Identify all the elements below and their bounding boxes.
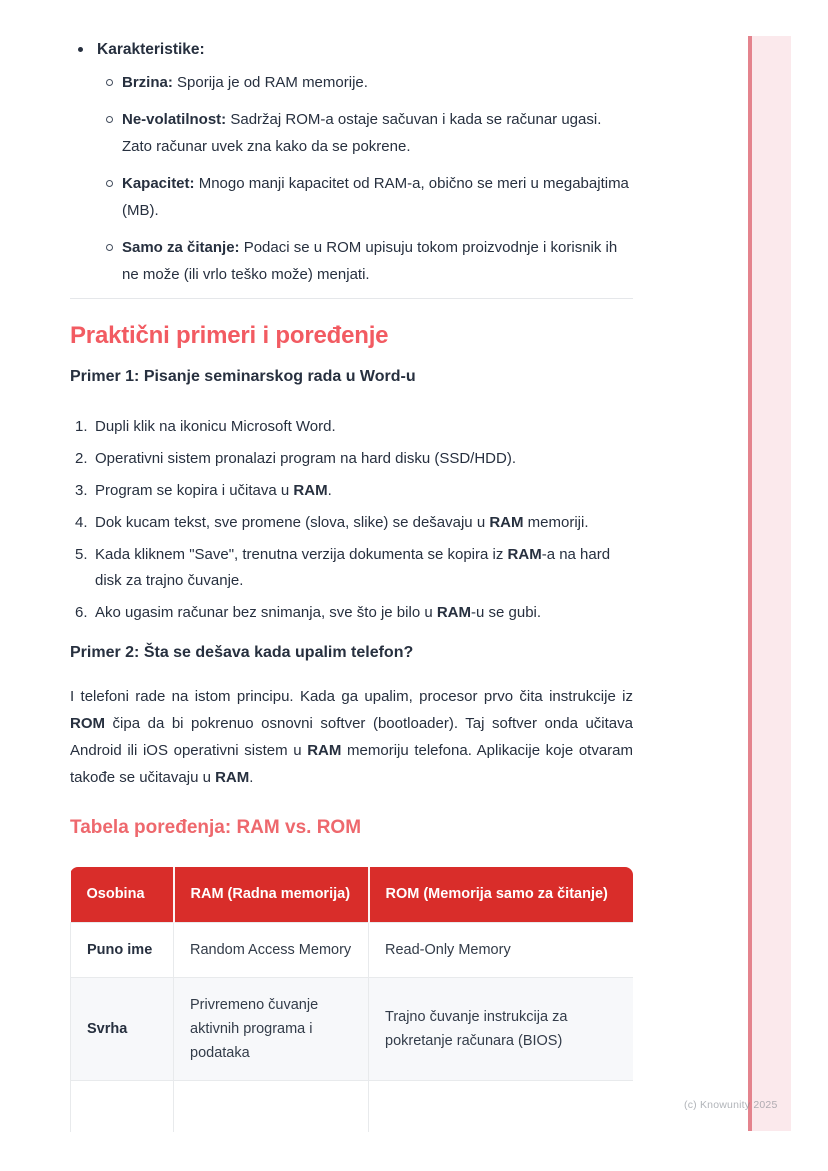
bullet-icon: [78, 47, 83, 52]
list-item: [70, 510, 633, 536]
table-row: [71, 978, 634, 1081]
circle-bullet-icon: [106, 116, 113, 123]
step-text: Program se kopira i učitava u: [95, 482, 294, 499]
cell-feature: [71, 1081, 174, 1133]
cell-rom: Read-Only Memory: [369, 923, 634, 978]
circle-bullet-icon: [106, 244, 113, 251]
paragraph-text: I telefoni rade na istom principu. Kada ga upalim, procesor prvo čita instrukcije iz: [70, 688, 633, 705]
step-bold: RAM: [507, 546, 542, 563]
item-text: Sporija je od RAM memorije.: [172, 74, 368, 91]
item-text: Sadržaj ROM-a ostaje sačuvan i kada se računar ugasi. Zato računar uvek zna kako da se pokrene.: [122, 111, 602, 155]
example1-title: Primer 1: Pisanje seminarskog rada u Word-u: [70, 368, 416, 385]
list-item: [70, 106, 633, 160]
item-label: Samo za čitanje:: [122, 239, 240, 256]
comparison-table: [70, 867, 633, 1132]
circle-bullet-icon: [106, 180, 113, 187]
header-cell-feature: Osobina: [71, 867, 174, 923]
characteristics-title-text: Karakteristike:: [97, 41, 205, 58]
cell-rom: Trajno čuvanje instrukcija za pokretanje računara (BIOS): [369, 978, 634, 1081]
paragraph-text: .: [249, 769, 254, 786]
item-text: Mnogo manji kapacitet od RAM-a, obično se meri u megabajtima (MB).: [122, 175, 629, 219]
paragraph-text: memoriju telefona. Aplikacije koje otvaram takođe se učitavaju u: [70, 742, 634, 786]
table-header-row: [71, 867, 634, 923]
step-number: 6.: [75, 604, 88, 621]
item-label: Brzina:: [122, 74, 173, 91]
step-text: Operativni sistem pronalazi program na hard disku (SSD/HDD).: [95, 450, 516, 467]
step-number: 4.: [75, 514, 88, 531]
list-item: [70, 542, 633, 594]
step-bold: RAM: [489, 514, 524, 531]
step-text: .: [327, 482, 332, 499]
step-number: 2.: [75, 450, 88, 467]
step-bold: RAM: [293, 482, 328, 499]
table-row: [71, 923, 634, 978]
header-cell-ram: RAM (Radna memorija): [174, 867, 369, 923]
section-divider: [70, 298, 633, 299]
paragraph-bold: ROM: [70, 715, 105, 732]
list-item: [70, 478, 633, 504]
cell-feature: Svrha: [71, 978, 174, 1081]
step-text: Kada kliknem "Save", trenutna verzija dokumenta se kopira iz: [95, 546, 508, 563]
list-item: [70, 600, 633, 626]
step-number: 3.: [75, 482, 88, 499]
paragraph-bold: RAM: [215, 769, 250, 786]
paragraph-bold: RAM: [307, 742, 342, 759]
step-number: 5.: [75, 546, 88, 563]
document-content: [70, 36, 633, 1132]
circle-bullet-icon: [106, 79, 113, 86]
step-text: Dupli klik na ikonicu Microsoft Word.: [95, 418, 336, 435]
characteristics-title: [70, 36, 633, 63]
header-cell-rom: ROM (Memorija samo za čitanje): [369, 867, 634, 923]
example1-steps: [70, 414, 633, 626]
copyright-watermark: (c) Knowunity 2025: [684, 1099, 778, 1111]
table-row-clipped: [71, 1081, 634, 1133]
cell-ram: [174, 1081, 369, 1133]
item-label: Ne-volatilnost:: [122, 111, 227, 128]
list-item: [70, 69, 633, 96]
example2-title: Primer 2: Šta se dešava kada upalim telefon?: [70, 644, 414, 661]
page-accent-bar: [748, 36, 791, 1131]
phone-paragraph: [70, 683, 633, 791]
step-text: Ako ugasim računar bez snimanja, sve što je bilo u: [95, 604, 437, 621]
cell-feature: Puno ime: [71, 923, 174, 978]
table-heading: Tabela poređenja: RAM vs. ROM: [70, 817, 362, 838]
item-text: Podaci se u ROM upisuju tokom proizvodnje i korisnik ih ne može (ili vrlo teško može) menjati.: [122, 239, 618, 283]
step-text: memoriji.: [523, 514, 589, 531]
paragraph-text: čipa da bi pokrenuo osnovni softver (bootloader). Taj softver onda učitava Android ili iOS operativni sistem u: [70, 715, 633, 759]
cell-ram: Random Access Memory: [174, 923, 369, 978]
list-item: [70, 414, 633, 440]
characteristics-list: [70, 69, 633, 288]
cell-rom: [369, 1081, 634, 1133]
step-bold: RAM: [436, 604, 472, 621]
section-heading: Praktični primeri i poređenje: [70, 322, 389, 349]
step-number: 1.: [75, 418, 88, 435]
item-label: Kapacitet:: [122, 175, 195, 192]
step-text: -a na hard disk za trajno čuvanje.: [95, 546, 611, 589]
step-text: -u se gubi.: [471, 604, 542, 621]
step-text: Dok kucam tekst, sve promene (slova, slike) se dešavaju u: [95, 514, 490, 531]
list-item: [70, 234, 633, 288]
cell-ram: Privremeno čuvanje aktivnih programa i podataka: [174, 978, 369, 1081]
characteristics-block: [70, 36, 633, 288]
comparison-table-container: [70, 867, 633, 1132]
list-item: [70, 446, 633, 472]
list-item: [70, 170, 633, 224]
